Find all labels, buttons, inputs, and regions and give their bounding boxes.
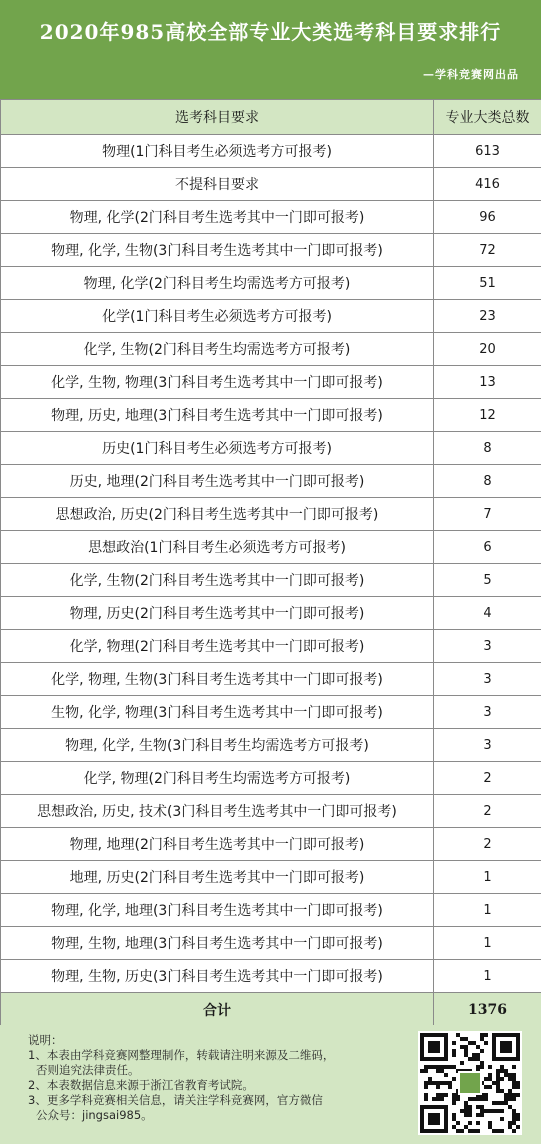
requirement-cell: 物理, 化学(2门科目考生均需选考方可报考) [1, 267, 434, 300]
table-row [1, 168, 541, 201]
table-row [1, 564, 541, 597]
page-title: 2020年985高校全部专业大类选考科目要求排行 [39, 20, 502, 44]
table-row [1, 762, 541, 795]
table-row [1, 894, 541, 927]
table-row [1, 234, 541, 267]
notes-line: 1、本表由学科竞赛网整理制作，转载请注明来源及二维码， [28, 1048, 335, 1062]
table-row [1, 135, 541, 168]
banner [0, 0, 541, 99]
requirement-cell: 化学, 生物(2门科目考生选考其中一门即可报考) [1, 564, 434, 597]
table-row [1, 333, 541, 366]
table-row [1, 300, 541, 333]
count-cell: 613 [434, 135, 541, 168]
notes-heading: 说明： [28, 1033, 63, 1047]
table-row [1, 432, 541, 465]
table-row [1, 366, 541, 399]
requirement-cell: 不提科目要求 [1, 168, 434, 201]
table-row [1, 201, 541, 234]
count-cell: 5 [434, 564, 541, 597]
requirement-cell: 物理, 生物, 历史(3门科目考生选考其中一门即可报考) [1, 960, 434, 993]
notes-line: 公众号：jingsai985。 [36, 1108, 153, 1122]
table-row [1, 399, 541, 432]
count-cell: 1 [434, 960, 541, 993]
requirement-cell: 物理, 生物, 地理(3门科目考生选考其中一门即可报考) [1, 927, 434, 960]
count-cell: 3 [434, 696, 541, 729]
count-cell: 2 [434, 828, 541, 861]
count-cell: 3 [434, 663, 541, 696]
requirement-cell: 化学, 物理, 生物(3门科目考生选考其中一门即可报考) [1, 663, 434, 696]
table-row [1, 465, 541, 498]
count-cell: 72 [434, 234, 541, 267]
requirement-cell: 物理(1门科目考生必须选考方可报考) [1, 135, 434, 168]
count-cell: 8 [434, 432, 541, 465]
count-cell: 1 [434, 894, 541, 927]
table-row [1, 729, 541, 762]
count-cell: 51 [434, 267, 541, 300]
notes-line: 否则追究法律责任。 [36, 1063, 140, 1077]
count-cell: 2 [434, 762, 541, 795]
notes-text [28, 1033, 408, 1123]
requirement-cell: 化学, 生物, 物理(3门科目考生选考其中一门即可报考) [1, 366, 434, 399]
count-cell: 1 [434, 861, 541, 894]
requirement-cell: 物理, 地理(2门科目考生选考其中一门即可报考) [1, 828, 434, 861]
requirement-cell: 思想政治(1门科目考生必须选考方可报考) [1, 531, 434, 564]
requirement-cell: 历史, 地理(2门科目考生选考其中一门即可报考) [1, 465, 434, 498]
count-cell: 23 [434, 300, 541, 333]
count-cell: 1 [434, 927, 541, 960]
requirement-cell: 化学(1门科目考生必须选考方可报考) [1, 300, 434, 333]
requirement-cell: 化学, 生物(2门科目考生均需选考方可报考) [1, 333, 434, 366]
table-row [1, 861, 541, 894]
table-row [1, 795, 541, 828]
count-cell: 416 [434, 168, 541, 201]
requirement-cell: 思想政治, 历史, 技术(3门科目考生选考其中一门即可报考) [1, 795, 434, 828]
table-row [1, 498, 541, 531]
total-row [1, 993, 541, 1027]
table-row [1, 267, 541, 300]
notes-line: 2、本表数据信息来源于浙江省教育考试院。 [28, 1078, 254, 1092]
count-cell: 20 [434, 333, 541, 366]
count-cell: 3 [434, 729, 541, 762]
count-cell: 6 [434, 531, 541, 564]
requirement-cell: 物理, 历史(2门科目考生选考其中一门即可报考) [1, 597, 434, 630]
count-cell: 7 [434, 498, 541, 531]
table-row [1, 696, 541, 729]
requirement-cell: 历史(1门科目考生必须选考方可报考) [1, 432, 434, 465]
notes-line: 3、更多学科竞赛相关信息，请关注学科竞赛网，官方微信 [28, 1093, 323, 1107]
count-cell: 12 [434, 399, 541, 432]
total-label: 合计 [1, 993, 434, 1027]
requirement-cell: 物理, 化学, 生物(3门科目考生均需选考方可报考) [1, 729, 434, 762]
table-row [1, 597, 541, 630]
table-body [1, 135, 541, 993]
column-header-count: 专业大类总数 [434, 100, 541, 135]
count-cell: 4 [434, 597, 541, 630]
table-header-row [1, 100, 541, 135]
requirement-cell: 物理, 历史, 地理(3门科目考生选考其中一门即可报考) [1, 399, 434, 432]
count-cell: 2 [434, 795, 541, 828]
requirement-cell: 物理, 化学(2门科目考生选考其中一门即可报考) [1, 201, 434, 234]
requirement-cell: 地理, 历史(2门科目考生选考其中一门即可报考) [1, 861, 434, 894]
count-cell: 3 [434, 630, 541, 663]
count-cell: 13 [434, 366, 541, 399]
column-header-requirement: 选考科目要求 [1, 100, 434, 135]
table-row [1, 828, 541, 861]
table-row [1, 663, 541, 696]
requirement-cell: 思想政治, 历史(2门科目考生选考其中一门即可报考) [1, 498, 434, 531]
count-cell: 96 [434, 201, 541, 234]
credit-line: —学科竞赛网出品 [423, 68, 519, 81]
requirement-cell: 物理, 化学, 地理(3门科目考生选考其中一门即可报考) [1, 894, 434, 927]
table-row [1, 927, 541, 960]
table-row [1, 531, 541, 564]
requirement-cell: 生物, 化学, 物理(3门科目考生选考其中一门即可报考) [1, 696, 434, 729]
requirement-cell: 物理, 化学, 生物(3门科目考生选考其中一门即可报考) [1, 234, 434, 267]
count-cell: 8 [434, 465, 541, 498]
requirement-cell: 化学, 物理(2门科目考生均需选考方可报考) [1, 762, 434, 795]
table-row [1, 960, 541, 993]
table-row [1, 630, 541, 663]
ranking-table [0, 99, 541, 1027]
qr-code-icon [418, 1031, 522, 1135]
requirement-cell: 化学, 物理(2门科目考生选考其中一门即可报考) [1, 630, 434, 663]
total-value: 1376 [434, 993, 541, 1027]
